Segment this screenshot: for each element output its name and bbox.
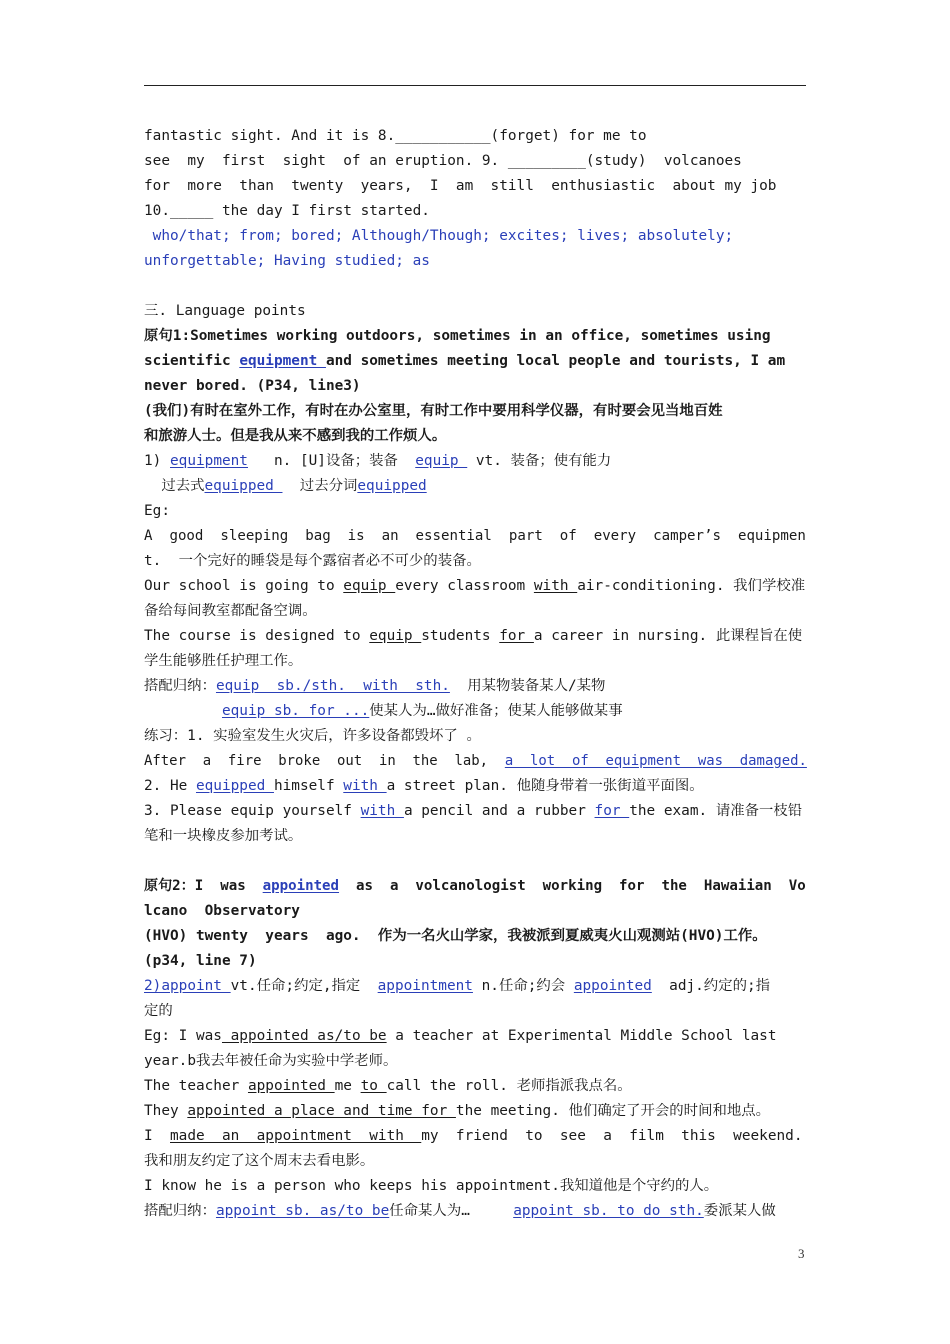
text: as a volcanologist working for the Hawaiian Vo bbox=[339, 878, 806, 894]
practice-line bbox=[144, 774, 806, 799]
definition-line bbox=[144, 474, 806, 499]
text: a career in nursing. 此课程旨在使 bbox=[533, 628, 803, 644]
practice-line bbox=[144, 799, 806, 824]
keyword-link: equip bbox=[415, 453, 468, 469]
keyword-link: appointed bbox=[573, 978, 652, 994]
collocation-line bbox=[144, 699, 806, 724]
text: and sometimes meeting local people and tourists, I am bbox=[325, 353, 786, 369]
example-line: 学生能够胜任护理工作。 bbox=[144, 653, 303, 669]
example-line: 备给每间教室都配备空调。 bbox=[144, 603, 317, 619]
text: 过去式 bbox=[144, 478, 205, 494]
text: a street plan. 他随身带着一张街道平面图。 bbox=[386, 778, 704, 794]
text: students bbox=[421, 628, 500, 644]
collocation-line bbox=[144, 1199, 806, 1224]
keyword-link: for bbox=[594, 803, 630, 819]
text: my friend to see a film this weekend. bbox=[421, 1128, 803, 1144]
document-body bbox=[144, 124, 806, 1224]
example-line: year.b我去年被任命为实验中学老师。 bbox=[144, 1053, 398, 1069]
keyword-link: equipment bbox=[170, 453, 248, 469]
keyword-link: equipped bbox=[357, 478, 427, 494]
keyword-link: with bbox=[343, 778, 387, 794]
text: the exam. 请准备一枝铅 bbox=[629, 803, 803, 819]
underlined: appointed as/to be bbox=[221, 1028, 387, 1044]
definition-line bbox=[144, 974, 806, 999]
text: 3. Please equip yourself bbox=[144, 803, 361, 819]
definition-line: 定的 bbox=[144, 1003, 173, 1019]
text: 委派某人做 bbox=[703, 1203, 776, 1219]
underlined: appointed a place and time for bbox=[187, 1103, 456, 1119]
translation: 和旅游人士。但是我从来不感到我的工作烦人。 bbox=[144, 428, 447, 444]
text: After a fire broke out in the lab, bbox=[144, 753, 505, 769]
text: 任命某人为… bbox=[389, 1203, 514, 1219]
keyword-link: appointment bbox=[377, 978, 473, 994]
text: 搭配归纳： bbox=[144, 1203, 216, 1219]
example-line: I know he is a person who keeps his appointment.我知道他是个守约的人。 bbox=[144, 1178, 719, 1194]
keyword-link: appoint sb. to do sth. bbox=[513, 1203, 704, 1219]
header-rule bbox=[144, 85, 806, 86]
underlined: appointed bbox=[247, 1078, 335, 1094]
original-sentence-1 bbox=[144, 349, 806, 374]
example-line bbox=[144, 1099, 806, 1124]
text: They bbox=[144, 1103, 188, 1119]
example-line bbox=[144, 1124, 806, 1149]
keyword-link: appointed bbox=[262, 878, 340, 894]
text: 使某人为…做好准备；使某人能够做某事 bbox=[369, 703, 623, 719]
text: air-conditioning. 我们学校准 bbox=[577, 578, 806, 594]
practice-line: 笔和一块橡皮参加考试。 bbox=[144, 828, 303, 844]
keyword-link: equipped bbox=[204, 478, 283, 494]
original-sentence-2 bbox=[144, 874, 806, 899]
original-sentence-1: never bored. (P34, line3) bbox=[144, 378, 361, 394]
text: himself bbox=[273, 778, 344, 794]
text: I bbox=[144, 1128, 170, 1144]
exercise-line: see my first sight of an eruption. 9. _________(study) volcanoes bbox=[144, 153, 742, 169]
page-number: 3 bbox=[798, 1246, 805, 1261]
practice-line bbox=[144, 749, 806, 774]
underlined: equip bbox=[343, 578, 396, 594]
text: 原句2：I was bbox=[144, 878, 263, 894]
definition-line bbox=[144, 449, 806, 474]
text: Our school is going to bbox=[144, 578, 344, 594]
underlined: made an appointment with bbox=[170, 1128, 422, 1144]
exercise-line: for more than twenty years, I am still enthusiastic about my job bbox=[144, 178, 777, 194]
text: call the roll. 老师指派我点名。 bbox=[386, 1078, 632, 1094]
keyword-link: equip sb. for ... bbox=[221, 703, 370, 719]
text: The course is designed to bbox=[144, 628, 370, 644]
section-heading: 三. Language points bbox=[144, 303, 306, 319]
underlined: with bbox=[533, 578, 578, 594]
text: The teacher bbox=[144, 1078, 248, 1094]
text: a pencil and a rubber bbox=[403, 803, 595, 819]
original-sentence-2: (HVO) twenty years ago. 作为一名火山学家，我被派到夏威夷火山观测站(HVO)工作。 bbox=[144, 928, 767, 944]
eg-label: Eg: bbox=[144, 503, 170, 519]
text: 过去分词 bbox=[282, 478, 358, 494]
collocation-line bbox=[144, 674, 806, 699]
example-line: 我和朋友约定了这个周末去看电影。 bbox=[144, 1153, 375, 1169]
text: 搭配归纳： bbox=[144, 678, 216, 694]
text: scientific bbox=[144, 353, 240, 369]
exercise-line: 10._____ the day I first started. bbox=[144, 203, 430, 219]
text: n.任命;约会 bbox=[472, 978, 574, 994]
keyword-link: equipped bbox=[195, 778, 274, 794]
keyword-link: with bbox=[360, 803, 404, 819]
answer-key: who/that; from; bored; Although/Though; excites; lives; absolutely; bbox=[144, 228, 734, 244]
original-sentence-1: 原句1:Sometimes working outdoors, sometimes in an office, sometimes using bbox=[144, 328, 771, 344]
example-line bbox=[144, 624, 806, 649]
example-line: t. 一个完好的睡袋是每个露宿者必不可少的装备。 bbox=[144, 553, 481, 569]
text: vt. 装备；使有能力 bbox=[467, 453, 612, 469]
text: the meeting. 他们确定了开会的时间和地点。 bbox=[455, 1103, 771, 1119]
keyword-link: a lot of equipment was damaged. bbox=[504, 753, 807, 769]
answer-key: unforgettable; Having studied; as bbox=[144, 253, 430, 269]
keyword-link: equipment bbox=[239, 353, 326, 369]
exercise-line: fantastic sight. And it is 8.___________(forget) for me to bbox=[144, 128, 647, 144]
example-line bbox=[144, 574, 806, 599]
translation: (我们)有时在室外工作，有时在办公室里，有时工作中要用科学仪器，有时要会见当地百姓 bbox=[144, 403, 723, 419]
text bbox=[144, 703, 222, 719]
text: n. [U]设备；装备 bbox=[247, 453, 416, 469]
underlined: equip bbox=[369, 628, 422, 644]
example-line bbox=[144, 1074, 806, 1099]
text: 2. He bbox=[144, 778, 196, 794]
original-sentence-2: (p34, line 7) bbox=[144, 953, 257, 969]
text: vt.任命;约定,指定 bbox=[230, 978, 378, 994]
keyword-link: 2)appoint bbox=[144, 978, 231, 994]
text: adj.约定的;指 bbox=[651, 978, 771, 994]
text: a teacher at Experimental Middle School last bbox=[386, 1028, 777, 1044]
keyword-link: equip sb./sth. with sth. bbox=[215, 678, 450, 694]
keyword-link: appoint sb. as/to be bbox=[215, 1203, 390, 1219]
example-line: A good sleeping bag is an essential part of every camper’s equipmen bbox=[144, 528, 806, 544]
underlined: to bbox=[360, 1078, 387, 1094]
text: 用某物装备某人/某物 bbox=[449, 678, 606, 694]
text: 1) bbox=[144, 453, 170, 469]
text: Eg: I was bbox=[144, 1028, 222, 1044]
underlined: for bbox=[499, 628, 534, 644]
example-line bbox=[144, 1024, 806, 1049]
text: me bbox=[334, 1078, 361, 1094]
text: every classroom bbox=[395, 578, 534, 594]
practice-line: 练习：1. 实验室发生火灾后，许多设备都毁坏了 。 bbox=[144, 728, 481, 744]
original-sentence-2: lcano Observatory bbox=[144, 903, 300, 919]
